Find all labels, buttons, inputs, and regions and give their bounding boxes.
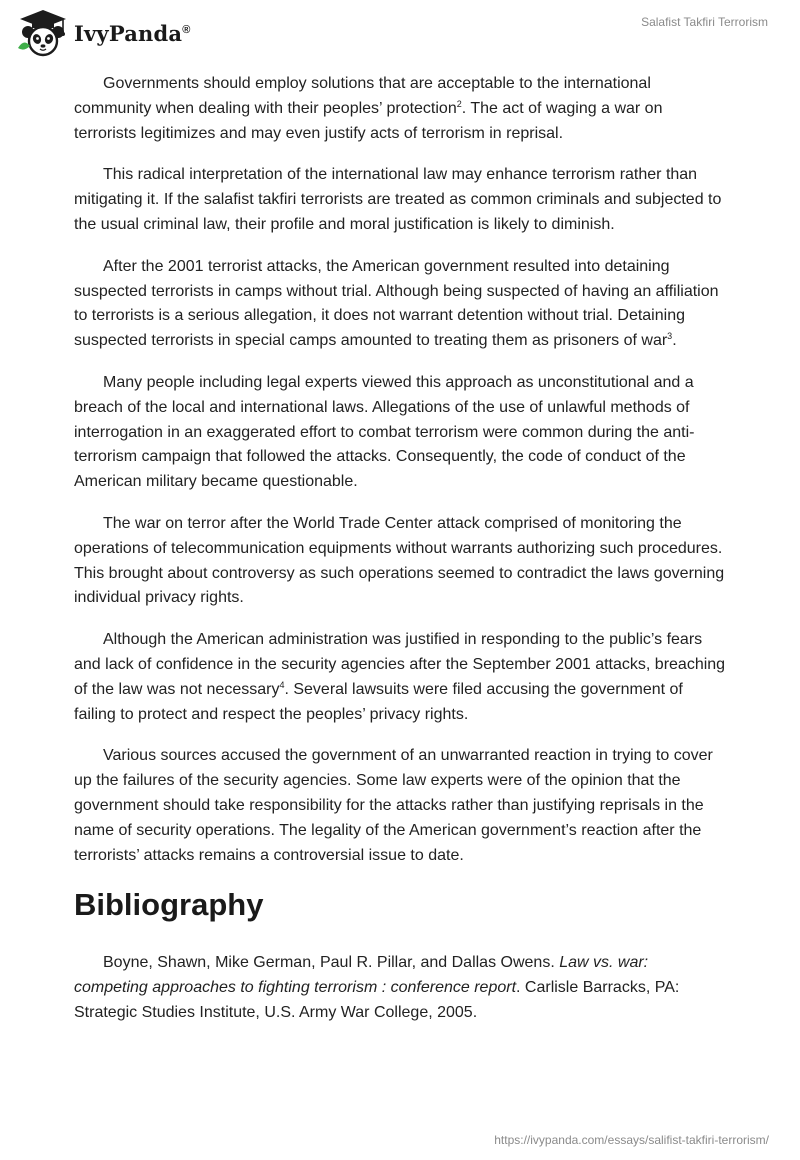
paragraph-5: The war on terror after the World Trade Center attack comprised of monitoring the operations of telecommunication equipments without warrants authorizing such procedures. This brought about controversy as such operations seemed to contradict the laws governing individual privacy rights. <box>74 514 725 607</box>
source-url[interactable]: https://ivypanda.com/essays/salifist-takfiri-terrorism/ <box>494 1133 769 1147</box>
paragraph-4: Many people including legal experts viewed this approach as unconstitutional and a breach of the local and international laws. Allegations of the use of unlawful methods of interrogation in an exaggerated effort to combat terrorism were common during the anti-terrorism campaign that followed the attacks. Consequently, the code of conduct of the American military became questionable. <box>74 373 695 491</box>
bibliography-entry: Boyne, Shawn, Mike German, Paul R. Pillar, and Dallas Owens. Law vs. war: competing approaches to fighting terrorism : conference report. Carlisle Barracks, PA: Strategic Studies Institute, U.S. Army War College, 2005. <box>74 954 680 1021</box>
paragraph-1: Governments should employ solutions that are acceptable to the international community when dealing with their peoples’ protection$^2$. The act of waging a war on terrorists legitimizes and may even justify acts of terrorism in reprisal. <box>74 75 663 142</box>
paragraph-7: Various sources accused the government of an unwarranted reaction in trying to cover up the failures of the security agencies. Some law experts were of the opinion that the government should take responsibility for the attacks rather than justifying reprisals in the name of security operations. The legality of the American government’s reaction after the terrorists’ attacks remains a controversial issue to date. <box>74 747 713 864</box>
logo-text: IvyPanda® <box>74 20 191 46</box>
paragraph-3: After the 2001 terrorist attacks, the American government resulted into detaining suspected terrorists in camps without trial. Although being suspected of having an affiliation to terrorists is a serious allegation, it does not warrant detention without trial. Detaining suspected terrorists in special camps amounted to treating them as prisoners of war$^3$. <box>74 257 719 350</box>
essay-body <box>74 72 726 1043</box>
footnote-ref-3[interactable]: 3 <box>667 331 673 342</box>
document-title: Salafist Takfiri Terrorism <box>641 15 768 29</box>
footnote-ref-4[interactable]: 4 <box>279 679 285 690</box>
footnote-ref-2[interactable]: 2 <box>456 98 462 109</box>
bibliography-heading: Bibliography <box>74 887 264 923</box>
panda-graduate-icon <box>16 8 70 58</box>
paragraph-6: Although the American administration was justified in responding to the public’s fears and lack of confidence in the security agencies after the September 2001 attacks, breaching of the law was not necessary$^4$. Several lawsuits were filed accusing the government of failing to protect and respect the peoples’ privacy rights. <box>74 631 726 723</box>
bibliography-title: Law vs. war: competing approaches to fighting terrorism : conference report <box>74 954 649 997</box>
page-header <box>0 0 800 64</box>
ivypanda-logo[interactable] <box>16 8 191 58</box>
paragraph-2: This radical interpretation of the international law may enhance terrorism rather than mitigating it. If the salafist takfiri terrorists are treated as common criminals and subjected to the usual criminal law, their profile and moral justification is likely to diminish. <box>74 166 722 233</box>
